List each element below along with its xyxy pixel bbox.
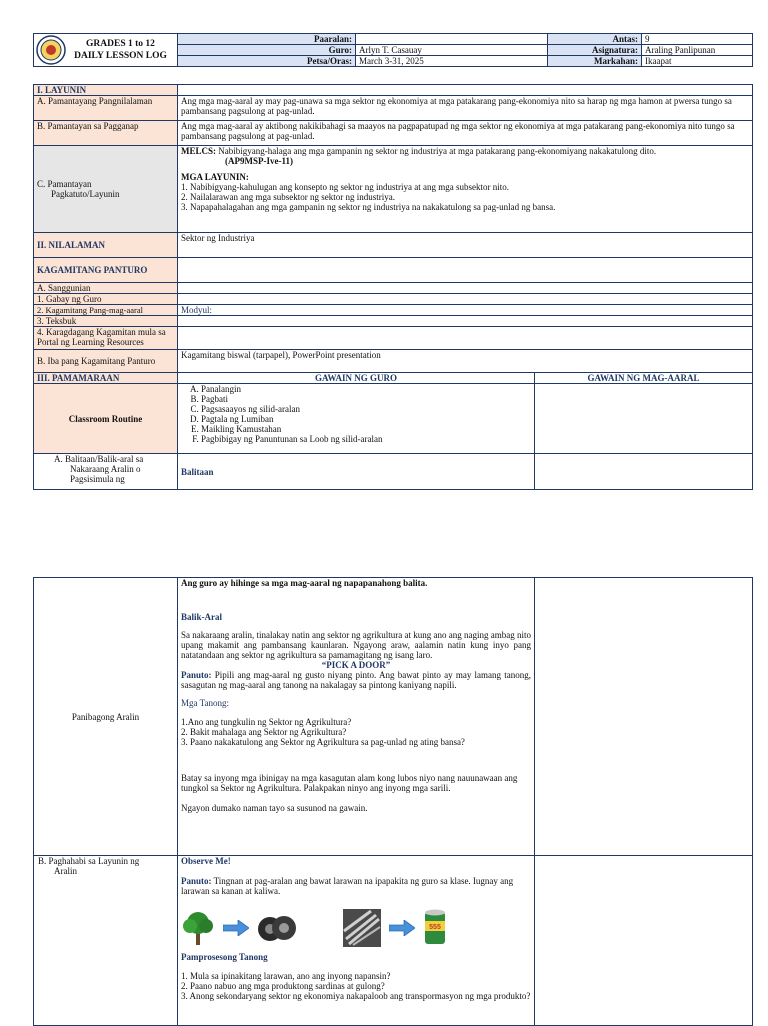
observe-me-heading: Observe Me! [181, 856, 231, 866]
iba-pang-kagamitan-label: B. Iba pang Kagamitang Panturo [34, 350, 178, 373]
arrow-right-icon [389, 920, 415, 936]
closing-text: Batay sa inyong mga ibinigay na mga kasagutan alam kong lubos niyo nang nauunawaan ang tungkol sa Sektor ng Agrikultura. Palakpakan ninyo ang inyong mga sarili. [181, 773, 518, 793]
question-item: 3. Paano nakakatulong ang Sektor ng Agrikultura sa pag-unlad ng ating bansa? [181, 737, 465, 747]
layunin-content [178, 146, 753, 233]
kagamitang-panturo-heading: KAGAMITANG PANTURO [34, 258, 178, 283]
question-item: 2. Bakit mahalaga ang Sektor ng Agrikultura? [181, 727, 347, 737]
arrow-right-icon [223, 920, 249, 936]
objective-item: 2. Nailalarawan ang mga subsektor ng sektor ng industriya. [181, 192, 395, 202]
panuto2-text: Tingnan at pag-aralan ang bawat larawan na ipapakita ng guro sa klase. Iugnay ang larawan sa kanan at kaliwa. [181, 876, 514, 896]
routine-list-cell [178, 384, 535, 454]
melcs-text: Nabibigyang-halaga ang mga gampanin ng sektor ng industriya at mga patakarang pang-ekonomiyang nakakatulong dito. [218, 146, 657, 156]
mga-tanong-label: Mga Tanong: [181, 698, 229, 708]
tree-icon [181, 910, 215, 946]
pamantayang-pangnilalaman-text: Ang mga mag-aaral ay may pag-unawa sa mga sektor ng ekonomiya at mga patakarang pang-ekonomiya nito sa harap ng mga hamon at pwersa tungo sa pambansang pagsulong at pag-unlad. [178, 96, 753, 121]
markahan-value: Ikaapat [642, 56, 753, 67]
objective-item: 1. Nabibigyang-kahulugan ang konsepto ng sektor ng industriya at ang mga subsektor nito. [181, 182, 509, 192]
balik-aral-text: Sa nakaraang aralin, tinalakay natin ang sektor ng agrikultura at kung ano ang naging ambag nito upang makamit ang pambansang kaunlaran. Ngayong araw, aalamin natin kung inyo pang natatandaan ang sektor ng agrikultura sa pamamagitang ng isang laro. [181, 630, 531, 660]
process-question-item: 2. Paano nabuo ang mga produktong sardinas at gulong? [181, 981, 385, 991]
can-label: 555 [429, 924, 441, 931]
title-line-2: DAILY LESSON LOG [74, 51, 167, 61]
kagamitang-pang-mag-aaral-value: Modyul: [178, 305, 753, 316]
game-title: “PICK A DOOR” [321, 660, 391, 670]
page2-table [33, 577, 753, 1026]
routine-item: B. Pagbati [201, 394, 531, 404]
routine-item: F. Pagbibigay ng Panuntunan sa Loob ng silid-aralan [201, 434, 531, 444]
balitaan-value: Balitaan [178, 454, 535, 490]
routine-item: D. Pagtala ng Lumiban [201, 414, 531, 424]
paaralan-value [356, 34, 548, 45]
kagamitang-pang-mag-aaral-label: 2. Kagamitang Pang-mag-aaral [34, 305, 178, 316]
fish-icon [343, 909, 381, 947]
nilalaman-value: Sektor ng Industriya [178, 233, 753, 258]
panuto-label: Panuto: [181, 670, 212, 680]
paaralan-label: Paaralan: [178, 34, 356, 45]
petsa-label: Petsa/Oras: [178, 56, 356, 67]
asignatura-label: Asignatura: [548, 45, 642, 56]
melcs-code: (AP9MSP-Ive-11) [225, 156, 293, 166]
panibagong-aralin-label: Panibagong Aralin [34, 578, 178, 856]
teksbuk-label: 3. Teksbuk [34, 316, 178, 327]
process-question-item: 1. Mula sa ipinakitang larawan, ano ang inyong napansin? [181, 971, 391, 981]
asignatura-value: Araling Panlipunan [642, 45, 753, 56]
layunin-heading: I. LAYUNIN [34, 85, 178, 96]
process-question-item: 3. Anong sekondaryang sektor ng ekonomiya nakapaloob ang transpormasyon ng mga produkto? [181, 991, 531, 1001]
header-table [33, 33, 753, 67]
guro-value: Arlyn T. Casauay [356, 45, 548, 56]
classroom-routine-label: Classroom Routine [34, 384, 178, 454]
next-activity-text: Ngayon dumako naman tayo sa susunod na gawain. [181, 803, 368, 813]
question-item: 1.Ano ang tungkulin ng Sektor ng Agrikultura? [181, 717, 352, 727]
antas-label: Antas: [548, 34, 642, 45]
routine-item: A. Panalangin [201, 384, 531, 394]
sardines-can-icon [423, 909, 447, 947]
panuto2-label: Panuto: [181, 876, 212, 886]
image-row [181, 908, 531, 948]
routine-item: C. Pagsasaayos ng silid-aralan [201, 404, 531, 414]
deped-seal-icon [36, 35, 66, 65]
pamprosesong-tanong-heading: Pamprosesong Tanong [181, 952, 268, 962]
pamantayan-sa-pagganap-text: Ang mga mag-aaral ay aktibong nakikibahagi sa maayos na pagpapatupad ng mga sektor ng ekonomiya at mga patakarang pang-ekonomiya nito tungo sa pambansang pagsulong at pag-unlad. [178, 121, 753, 146]
gawain-ng-mag-aaral-header: GAWAIN NG MAG-AARAL [535, 373, 753, 384]
karagdagang-kagamitan-label: 4. Karagdagang Kagamitan mula sa Portal ng Learning Resources [34, 327, 178, 350]
title-line-1: GRADES 1 to 12 [86, 39, 155, 49]
intro-text: Ang guro ay hihinge sa mga mag-aaral ng napapanahong balita. [181, 578, 428, 588]
balik-aral-heading: Balik-Aral [181, 612, 223, 622]
observe-me-content [178, 856, 535, 1026]
paghahabi-label: B. Paghahabi sa Layunin ng Aralin [34, 856, 178, 1026]
objective-item: 3. Napapahalagahan ang mga gampanin ng sektor ng industriya na nakakatulong sa pag-unlad ng bansa. [181, 202, 556, 212]
routine-item: E. Maikling Kamustahan [201, 424, 531, 434]
gabay-label: 1. Gabay ng Guro [34, 294, 178, 305]
iba-pang-kagamitan-value: Kagamitang biswal (tarpapel), PowerPoint presentation [178, 350, 753, 373]
routine-list [181, 384, 531, 444]
mga-layunin-heading: MGA LAYUNIN: [181, 172, 249, 182]
pamantayan-pagkatuto-label: C. Pamantayan Pagkatuto/Layunin [34, 146, 178, 233]
guro-label: Guro: [178, 45, 356, 56]
tires-icon [257, 913, 297, 943]
petsa-value: March 3-31, 2025 [356, 56, 548, 67]
nilalaman-heading: II. NILALAMAN [34, 233, 178, 258]
balitaan-label: A. Balitaan/Balik-aral sa Nakaraang Aralin o Pagsisimula ng [34, 454, 178, 490]
panuto-text: Pipili ang mag-aaral ng gusto niyang pinto. Ang bawat pinto ay may lamang tanong, sasagutan ng mag-aaral ang tanong na nakalagay sa pintong kaniyang napili. [181, 670, 531, 690]
school-logo-cell [34, 34, 178, 67]
balik-aral-content [178, 578, 535, 856]
melcs-label: MELCS: [181, 146, 217, 156]
sanggunian-label: A. Sanggunian [34, 283, 178, 294]
main-table [33, 84, 753, 490]
pamantayang-pangnilalaman-label: A. Pamantayang Pangnilalaman [34, 96, 178, 121]
gawain-ng-guro-header: GAWAIN NG GURO [178, 373, 535, 384]
antas-value: 9 [642, 34, 753, 45]
markahan-label: Markahan: [548, 56, 642, 67]
pamamaraan-heading: III. PAMAMARAAN [34, 373, 178, 384]
pamantayan-sa-pagganap-label: B. Pamantayan sa Pagganap [34, 121, 178, 146]
